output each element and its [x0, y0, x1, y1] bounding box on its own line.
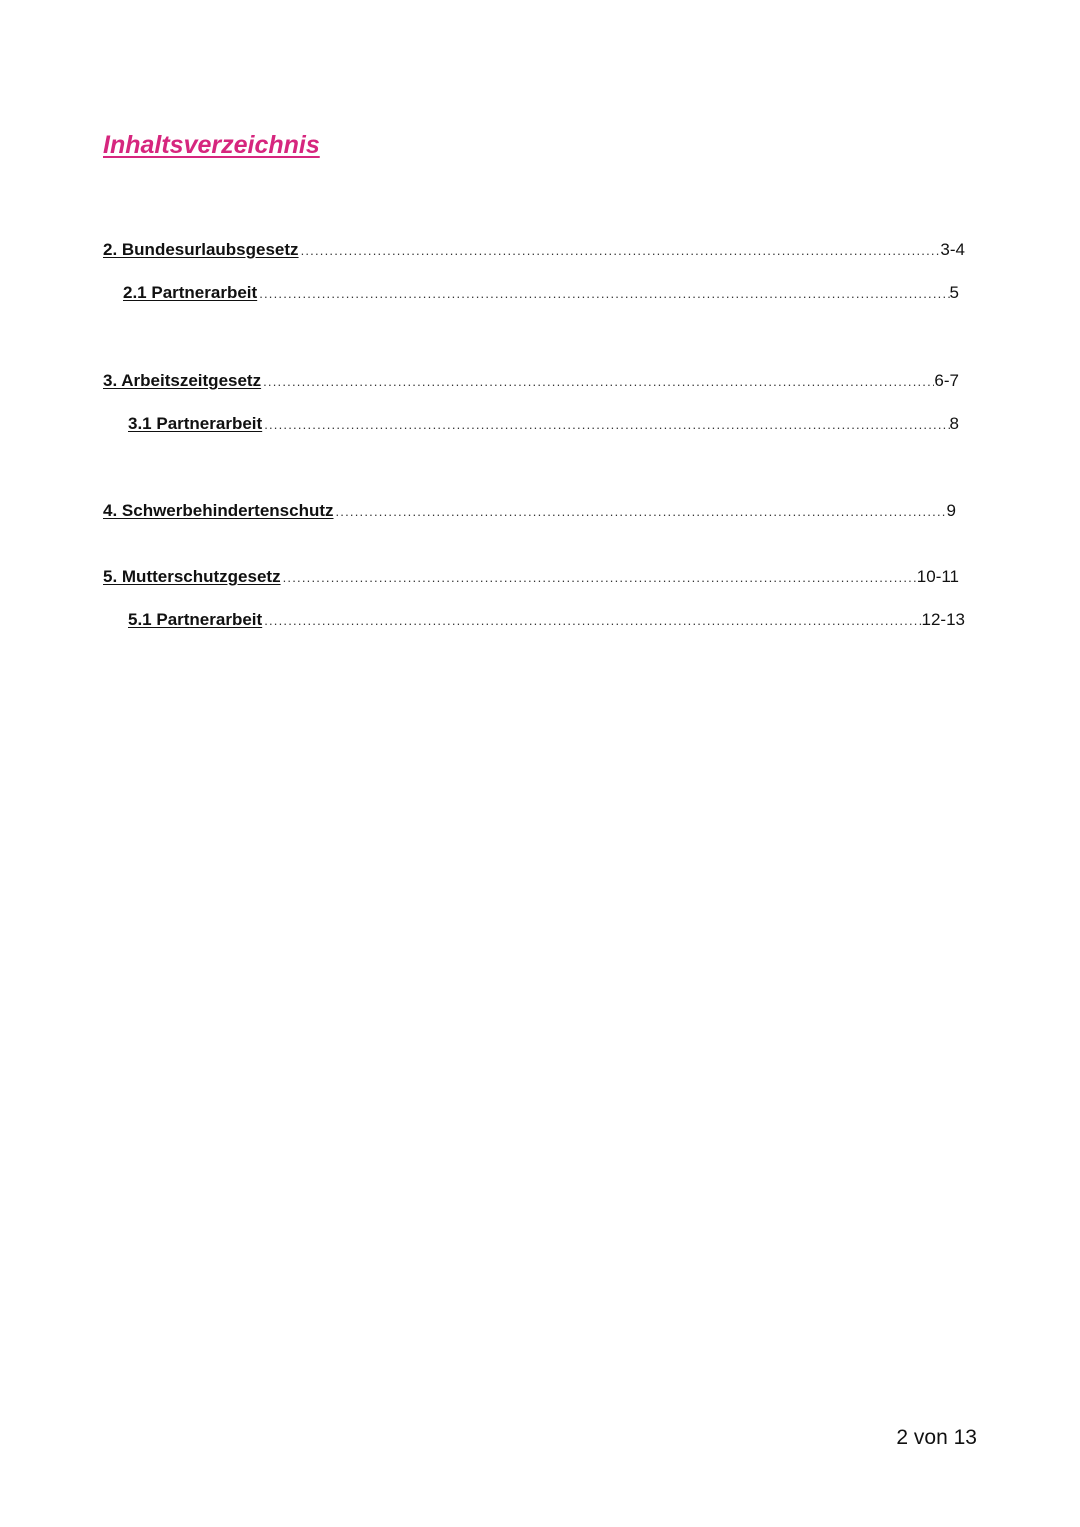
- toc-dot-leader: [281, 567, 917, 589]
- toc-dot-leader: [334, 501, 947, 523]
- toc-page-number: 8: [949, 414, 959, 433]
- toc-entry-arbeitszeitgesetz[interactable]: [103, 370, 959, 393]
- toc-entry-label[interactable]: 2.1 Partnerarbeit: [123, 283, 258, 302]
- toc-dot-leader: [299, 240, 941, 262]
- page-number-footer: 2 von 13: [896, 1426, 977, 1449]
- toc-page-number: 10-11: [916, 567, 959, 586]
- toc-entry-partnerarbeit-5-1[interactable]: [128, 609, 965, 632]
- toc-entry-label[interactable]: 4. Schwerbehindertenschutz: [103, 501, 334, 520]
- toc-entry-mutterschutzgesetz[interactable]: [103, 566, 959, 589]
- toc-page-number: 9: [946, 501, 956, 520]
- toc-dot-leader: [262, 610, 921, 632]
- toc-page-number: 6-7: [934, 371, 959, 390]
- toc-dot-leader: [257, 283, 949, 305]
- toc-entry-schwerbehindertenschutz[interactable]: [103, 500, 956, 523]
- toc-dot-leader: [261, 371, 934, 393]
- page-title: Inhaltsverzeichnis: [103, 131, 320, 159]
- toc-entry-partnerarbeit-2-1[interactable]: [123, 282, 959, 305]
- toc-page-number: 12-13: [921, 610, 965, 629]
- toc-entry-label[interactable]: 5. Mutterschutzgesetz: [103, 567, 281, 586]
- toc-entry-label[interactable]: 2. Bundesurlaubsgesetz: [103, 240, 299, 259]
- toc-page-number: 5: [949, 283, 959, 302]
- toc-entry-label[interactable]: 5.1 Partnerarbeit: [128, 610, 263, 629]
- toc-page-number: 3-4: [940, 240, 965, 259]
- toc-entry-bundesurlaubsgesetz[interactable]: [103, 239, 965, 262]
- toc-dot-leader: [262, 414, 949, 436]
- toc-entry-label[interactable]: 3.1 Partnerarbeit: [128, 414, 263, 433]
- toc-entry-label[interactable]: 3. Arbeitszeitgesetz: [103, 371, 262, 390]
- toc-entry-partnerarbeit-3-1[interactable]: [128, 413, 959, 436]
